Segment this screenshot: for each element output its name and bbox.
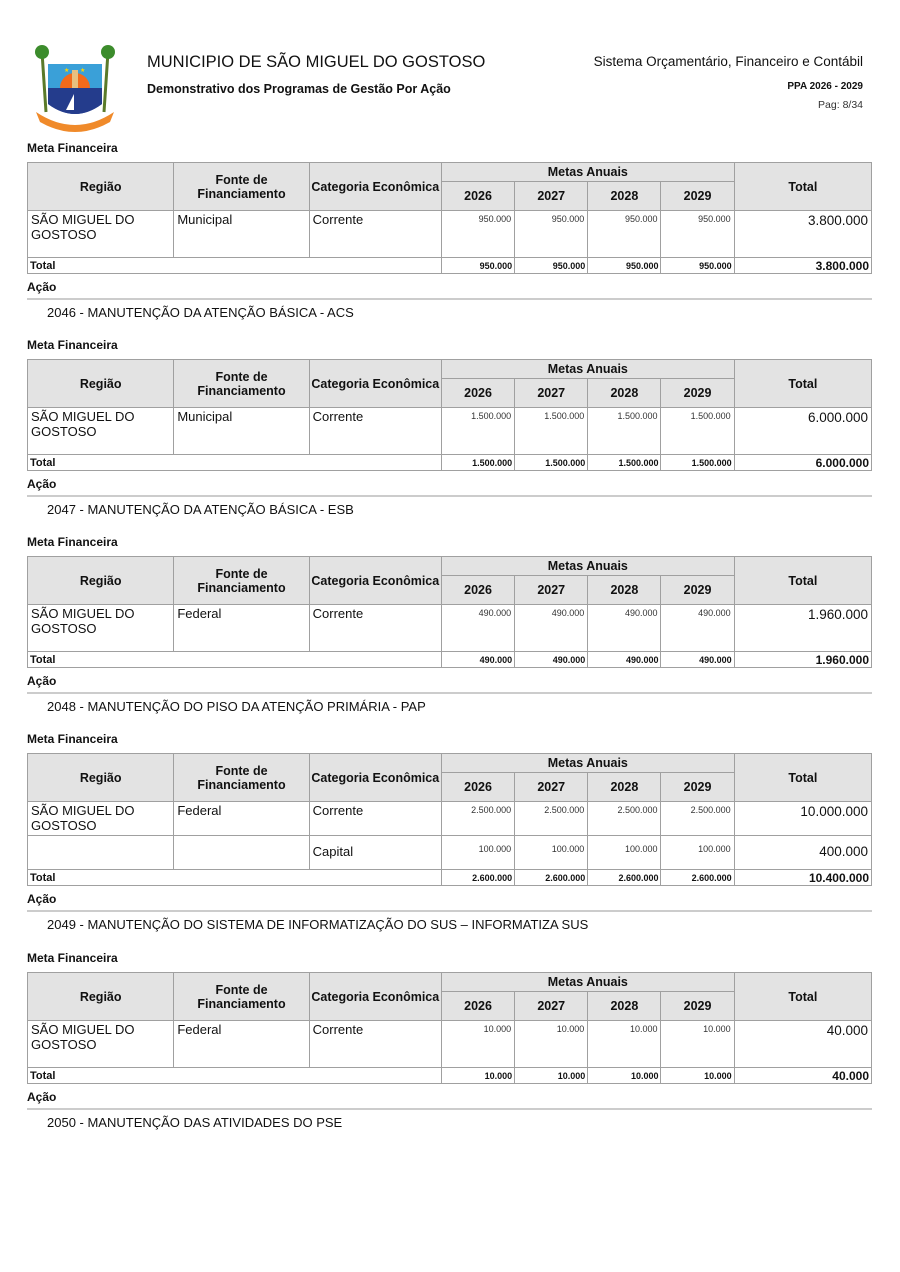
column-header-metas-anuais: Metas Anuais	[441, 360, 734, 379]
total-row	[28, 258, 872, 274]
column-header-fonte: Fonte de Financiamento	[174, 163, 309, 211]
row-total-cell: 1.960.000	[734, 605, 871, 652]
column-header-year: 2027	[515, 576, 588, 605]
column-header-regiao: Região	[28, 360, 174, 408]
column-header-categoria: Categoria Econômica	[309, 973, 441, 1021]
column-header-year: 2028	[588, 576, 661, 605]
column-header-total: Total	[734, 754, 871, 802]
header-row	[28, 163, 872, 182]
acao-description: 2046 - MANUTENÇÃO DA ATENÇÃO BÁSICA - ACS	[47, 305, 354, 320]
column-header-year: 2027	[515, 182, 588, 211]
year-value-cell: 2.500.000	[588, 802, 661, 836]
header-row	[28, 754, 872, 773]
regiao-cell: SÃO MIGUEL DO GOSTOSO	[28, 802, 174, 836]
column-header-categoria: Categoria Econômica	[309, 754, 441, 802]
divider	[27, 495, 872, 497]
acao-description: 2049 - MANUTENÇÃO DO SISTEMA DE INFORMATIZAÇÃO DO SUS – INFORMATIZA SUS	[47, 917, 589, 932]
column-header-fonte: Fonte de Financiamento	[174, 360, 309, 408]
fonte-cell: Federal	[174, 1021, 309, 1068]
categoria-cell: Corrente	[309, 408, 441, 455]
grand-total-cell: 6.000.000	[734, 455, 871, 471]
column-header-year: 2027	[515, 379, 588, 408]
action-block	[27, 951, 872, 1148]
year-value-cell: 10.000	[515, 1021, 588, 1068]
column-header-total: Total	[734, 360, 871, 408]
ppa-period: PPA 2026 - 2029	[787, 81, 863, 92]
year-value-cell: 1.500.000	[515, 408, 588, 455]
column-header-fonte: Fonte de Financiamento	[174, 973, 309, 1021]
year-value-cell: 490.000	[441, 605, 514, 652]
meta-financeira-table	[27, 359, 872, 471]
table-row	[28, 1021, 872, 1068]
acao-heading: Ação	[27, 280, 57, 294]
year-value-cell: 950.000	[588, 211, 661, 258]
header-row	[28, 973, 872, 992]
regiao-cell: SÃO MIGUEL DO GOSTOSO	[28, 211, 174, 258]
total-row	[28, 1068, 872, 1084]
row-total-cell: 3.800.000	[734, 211, 871, 258]
table-row	[28, 605, 872, 652]
column-header-metas-anuais: Metas Anuais	[441, 973, 734, 992]
year-value-cell: 1.500.000	[588, 408, 661, 455]
action-block	[27, 535, 872, 732]
column-header-categoria: Categoria Econômica	[309, 557, 441, 605]
column-header-fonte: Fonte de Financiamento	[174, 754, 309, 802]
acao-description: 2048 - MANUTENÇÃO DO PISO DA ATENÇÃO PRIMÁRIA - PAP	[47, 699, 426, 714]
grand-total-cell: 1.960.000	[734, 652, 871, 668]
year-value-cell: 950.000	[441, 211, 514, 258]
total-label: Total	[28, 652, 442, 668]
meta-financeira-heading: Meta Financeira	[27, 141, 118, 155]
fonte-cell: Municipal	[174, 211, 309, 258]
row-total-cell: 10.000.000	[734, 802, 871, 836]
action-block	[27, 338, 872, 535]
year-value-cell: 950.000	[515, 211, 588, 258]
acao-heading: Ação	[27, 892, 57, 906]
year-total-cell: 1.500.000	[588, 455, 661, 471]
year-total-cell: 1.500.000	[661, 455, 734, 471]
column-header-year: 2026	[441, 773, 514, 802]
meta-financeira-table	[27, 753, 872, 886]
row-total-cell: 40.000	[734, 1021, 871, 1068]
column-header-year: 2027	[515, 992, 588, 1021]
year-total-cell: 2.600.000	[441, 870, 514, 886]
regiao-cell: SÃO MIGUEL DO GOSTOSO	[28, 1021, 174, 1068]
total-label: Total	[28, 870, 442, 886]
column-header-categoria: Categoria Econômica	[309, 360, 441, 408]
meta-financeira-table	[27, 972, 872, 1084]
header-row	[28, 360, 872, 379]
meta-financeira-table	[27, 556, 872, 668]
acao-description: 2050 - MANUTENÇÃO DAS ATIVIDADES DO PSE	[47, 1115, 343, 1130]
year-total-cell: 2.600.000	[661, 870, 734, 886]
column-header-year: 2028	[588, 773, 661, 802]
action-block	[27, 732, 872, 951]
column-header-year: 2029	[661, 773, 734, 802]
total-label: Total	[28, 455, 442, 471]
system-name: Sistema Orçamentário, Financeiro e Contábil	[593, 54, 863, 69]
column-header-year: 2029	[661, 379, 734, 408]
column-header-year: 2026	[441, 992, 514, 1021]
total-row	[28, 455, 872, 471]
column-header-year: 2026	[441, 576, 514, 605]
year-value-cell: 100.000	[441, 836, 514, 870]
year-value-cell: 2.500.000	[661, 802, 734, 836]
year-value-cell: 490.000	[661, 605, 734, 652]
regiao-cell: SÃO MIGUEL DO GOSTOSO	[28, 605, 174, 652]
regiao-cell: SÃO MIGUEL DO GOSTOSO	[28, 408, 174, 455]
svg-text:★: ★	[64, 68, 70, 74]
column-header-metas-anuais: Metas Anuais	[441, 557, 734, 576]
categoria-cell: Corrente	[309, 211, 441, 258]
meta-financeira-heading: Meta Financeira	[27, 535, 118, 549]
svg-text:★: ★	[80, 68, 86, 74]
year-value-cell: 2.500.000	[441, 802, 514, 836]
fonte-cell: Municipal	[174, 408, 309, 455]
column-header-regiao: Região	[28, 973, 174, 1021]
column-header-total: Total	[734, 973, 871, 1021]
action-block	[27, 141, 872, 338]
column-header-year: 2029	[661, 182, 734, 211]
table-row	[28, 408, 872, 455]
year-total-cell: 2.600.000	[588, 870, 661, 886]
table-row	[28, 802, 872, 836]
column-header-metas-anuais: Metas Anuais	[441, 163, 734, 182]
year-value-cell: 1.500.000	[441, 408, 514, 455]
municipal-coat-of-arms-logo	[28, 42, 122, 132]
acao-heading: Ação	[27, 1090, 57, 1104]
year-total-cell: 2.600.000	[515, 870, 588, 886]
meta-financeira-table	[27, 162, 872, 274]
year-value-cell: 10.000	[588, 1021, 661, 1068]
divider	[27, 1108, 872, 1110]
fonte-cell	[174, 836, 309, 870]
year-value-cell: 2.500.000	[515, 802, 588, 836]
total-row	[28, 870, 872, 886]
year-value-cell: 1.500.000	[661, 408, 734, 455]
divider	[27, 298, 872, 300]
year-total-cell: 950.000	[588, 258, 661, 274]
year-total-cell: 950.000	[441, 258, 514, 274]
categoria-cell: Capital	[309, 836, 441, 870]
total-label: Total	[28, 1068, 442, 1084]
grand-total-cell: 10.400.000	[734, 870, 871, 886]
header-row	[28, 557, 872, 576]
grand-total-cell: 40.000	[734, 1068, 871, 1084]
year-value-cell: 490.000	[588, 605, 661, 652]
categoria-cell: Corrente	[309, 1021, 441, 1068]
municipality-name: MUNICIPIO DE SÃO MIGUEL DO GOSTOSO	[147, 53, 486, 71]
column-header-fonte: Fonte de Financiamento	[174, 557, 309, 605]
column-header-total: Total	[734, 557, 871, 605]
categoria-cell: Corrente	[309, 605, 441, 652]
year-value-cell: 100.000	[515, 836, 588, 870]
column-header-year: 2026	[441, 182, 514, 211]
year-total-cell: 10.000	[515, 1068, 588, 1084]
acao-description: 2047 - MANUTENÇÃO DA ATENÇÃO BÁSICA - ESB	[47, 502, 354, 517]
year-total-cell: 950.000	[515, 258, 588, 274]
year-total-cell: 10.000	[661, 1068, 734, 1084]
year-total-cell: 10.000	[441, 1068, 514, 1084]
column-header-year: 2028	[588, 992, 661, 1021]
acao-heading: Ação	[27, 674, 57, 688]
total-row	[28, 652, 872, 668]
column-header-regiao: Região	[28, 557, 174, 605]
divider	[27, 692, 872, 694]
column-header-categoria: Categoria Econômica	[309, 163, 441, 211]
year-total-cell: 950.000	[661, 258, 734, 274]
acao-heading: Ação	[27, 477, 57, 491]
divider	[27, 910, 872, 912]
column-header-year: 2027	[515, 773, 588, 802]
meta-financeira-heading: Meta Financeira	[27, 951, 118, 965]
report-content	[27, 141, 872, 1148]
year-value-cell: 10.000	[661, 1021, 734, 1068]
column-header-regiao: Região	[28, 163, 174, 211]
column-header-regiao: Região	[28, 754, 174, 802]
row-total-cell: 400.000	[734, 836, 871, 870]
column-header-year: 2026	[441, 379, 514, 408]
fonte-cell: Federal	[174, 605, 309, 652]
year-value-cell: 100.000	[588, 836, 661, 870]
meta-financeira-heading: Meta Financeira	[27, 338, 118, 352]
page-number: Pag: 8/34	[818, 99, 863, 111]
year-total-cell: 10.000	[588, 1068, 661, 1084]
year-value-cell: 950.000	[661, 211, 734, 258]
year-total-cell: 490.000	[441, 652, 514, 668]
regiao-cell	[28, 836, 174, 870]
column-header-total: Total	[734, 163, 871, 211]
year-value-cell: 100.000	[661, 836, 734, 870]
year-value-cell: 10.000	[441, 1021, 514, 1068]
column-header-year: 2028	[588, 379, 661, 408]
column-header-year: 2028	[588, 182, 661, 211]
meta-financeira-heading: Meta Financeira	[27, 732, 118, 746]
year-total-cell: 490.000	[588, 652, 661, 668]
column-header-year: 2029	[661, 576, 734, 605]
column-header-metas-anuais: Metas Anuais	[441, 754, 734, 773]
year-total-cell: 490.000	[661, 652, 734, 668]
fonte-cell: Federal	[174, 802, 309, 836]
year-total-cell: 490.000	[515, 652, 588, 668]
grand-total-cell: 3.800.000	[734, 258, 871, 274]
table-row	[28, 211, 872, 258]
column-header-year: 2029	[661, 992, 734, 1021]
row-total-cell: 6.000.000	[734, 408, 871, 455]
year-total-cell: 1.500.000	[441, 455, 514, 471]
table-row	[28, 836, 872, 870]
categoria-cell: Corrente	[309, 802, 441, 836]
year-total-cell: 1.500.000	[515, 455, 588, 471]
report-title: Demonstrativo dos Programas de Gestão Por Ação	[147, 82, 451, 96]
total-label: Total	[28, 258, 442, 274]
year-value-cell: 490.000	[515, 605, 588, 652]
